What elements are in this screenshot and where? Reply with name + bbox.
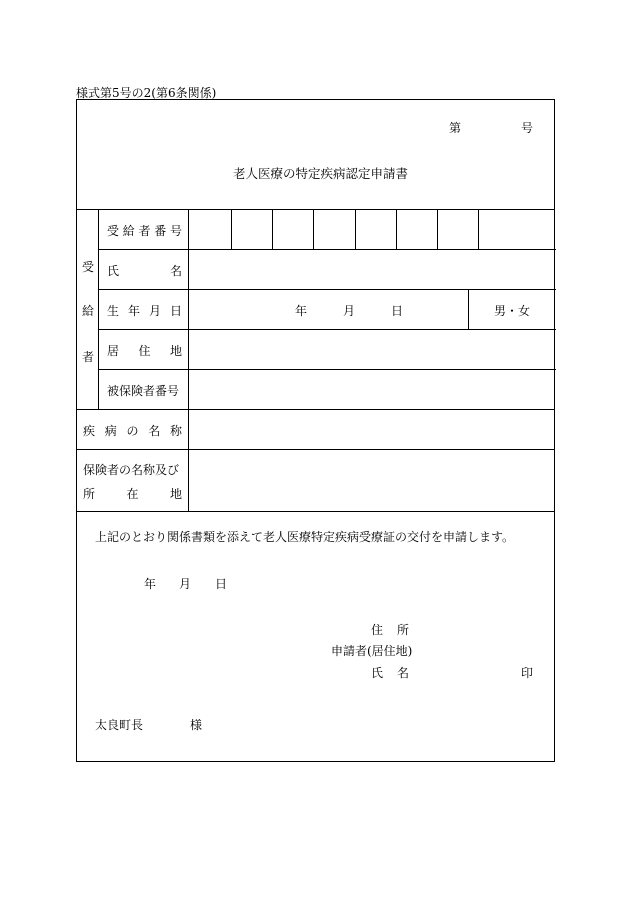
group-char-3: 者 [82, 350, 95, 364]
number-box-divider-4 [355, 209, 356, 249]
row-line-6 [77, 449, 555, 450]
birth-year: 年 [295, 304, 308, 318]
group-char-2: 給 [82, 304, 95, 318]
form-code: 様式第5号の2(第6条関係) [76, 86, 217, 100]
number-suffix: 号 [521, 121, 534, 135]
birth-month: 月 [343, 304, 356, 318]
date-month: 月 [179, 577, 192, 591]
label-insurer-line2: 所 在 地 [83, 487, 182, 501]
row-line-4 [98, 369, 556, 370]
group-divider [98, 209, 99, 409]
applicant-name-label: 氏 名 [371, 666, 409, 680]
group-char-1: 受 [82, 260, 95, 274]
label-divider [188, 209, 189, 511]
row-line-3 [98, 329, 556, 330]
seal-mark: 印 [521, 666, 534, 680]
label-disease-name: 疾 病 の 名 称 [83, 424, 182, 438]
date-day: 日 [215, 577, 228, 591]
number-box-divider-5 [396, 209, 397, 249]
table-bottom-line [77, 511, 555, 512]
addressee-mayor: 太良町長 [95, 718, 144, 732]
number-box-divider-1 [231, 209, 232, 249]
addressee-sama: 様 [190, 718, 203, 732]
applicant-address-label: 住 所 [371, 623, 409, 637]
row-line-1 [98, 249, 556, 250]
row-line-5 [77, 409, 555, 410]
date-year: 年 [144, 577, 157, 591]
number-box-divider-6 [437, 209, 438, 249]
label-address: 居 住 地 [107, 344, 182, 358]
declaration-text: 上記のとおり関係書類を添えて老人医療特定疾病受療証の交付を申請します。 [95, 530, 515, 544]
application-form [76, 99, 555, 762]
number-box-divider-7 [478, 209, 479, 249]
label-insured-number: 被保険者番号 [107, 384, 180, 398]
label-recipient-number: 受 給 者 番 号 [107, 224, 182, 238]
label-name: 氏 名 [107, 264, 182, 278]
label-birth: 生 年 月 日 [107, 304, 182, 318]
table-top-line [77, 209, 555, 210]
birth-day: 日 [391, 304, 404, 318]
form-title: 老人医療の特定疾病認定申請書 [233, 166, 409, 181]
label-insurer-line1: 保険者の名称及び [83, 463, 180, 477]
sex-divider [468, 289, 469, 329]
number-box-divider-3 [313, 209, 314, 249]
row-line-2 [98, 289, 556, 290]
number-prefix: 第 [449, 121, 462, 135]
number-box-divider-2 [272, 209, 273, 249]
applicant-label: 申請者(居住地) [331, 644, 413, 658]
sex-options: 男・女 [494, 304, 531, 318]
